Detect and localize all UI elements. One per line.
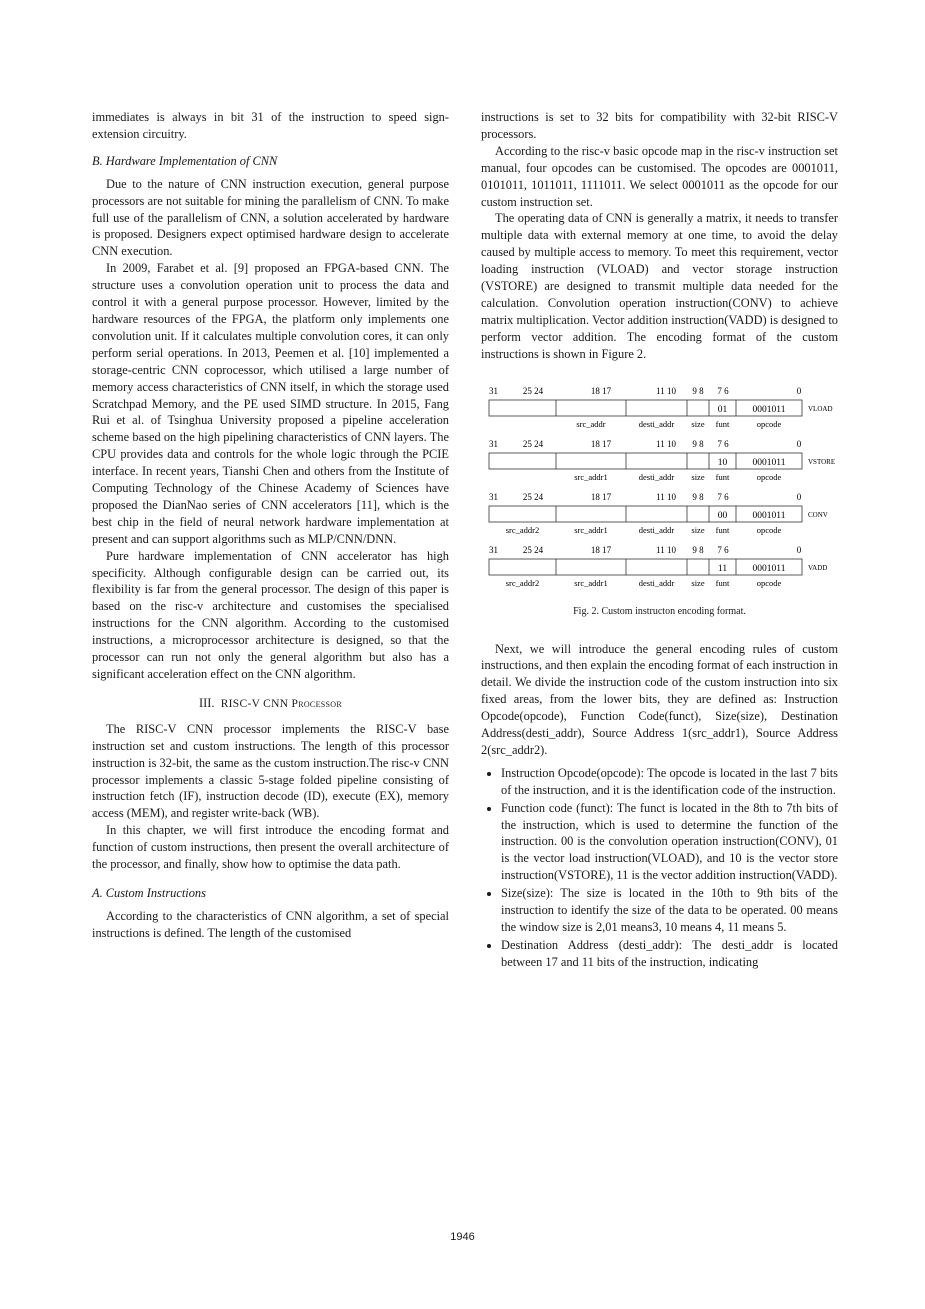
field-label: size xyxy=(691,471,705,482)
field-label: src_addr1 xyxy=(574,524,608,535)
list-item: • Size(size): The size is located in the 10th to 9th bits of the instruction to identify the size of the data to be operated. 00 means the window size is 2,01 means3, 10 means 4, 11 means 5. xyxy=(501,885,838,936)
bit-label: 31 xyxy=(489,544,498,555)
funct-value: 00 xyxy=(717,510,728,521)
bit-label: 18 17 xyxy=(590,491,612,502)
section-heading xyxy=(92,695,449,713)
instruction-name: VLOAD xyxy=(808,404,833,413)
paragraph: The RISC-V CNN processor implements the RISC-V base instruction set and custom instructions. The length of this processor instruction is 32-bit, the same as the custom instruction.The risc-v CNN processor implements a classic 5-stage folded pipeline consisting of instruction fetch (IF), instruction decode (ID), execute (EX), memory access (MEM), and register write-back (WB). xyxy=(92,721,449,821)
field-label: desti_addr xyxy=(638,524,675,535)
field-label: desti_addr xyxy=(638,418,675,429)
funct-value: 11 xyxy=(717,563,728,574)
field-label: opcode xyxy=(756,524,782,535)
paragraph-continuation: instructions is set to 32 bits for compatibility with 32-bit RISC-V processors. xyxy=(481,110,838,141)
field-label: size xyxy=(691,577,705,588)
paragraph: According to the risc-v basic opcode map in the risc-v instruction set manual, four opcodes can be customised. The opcodes are 0001011, 0101011, 1011011, 1111011. We select 0001011 as the opcode for our custom instruction set. xyxy=(481,143,838,209)
field-label: funt xyxy=(715,577,730,588)
bit-label: 31 xyxy=(489,491,498,502)
field-label: src_addr1 xyxy=(574,577,608,588)
field-label: opcode xyxy=(756,577,782,588)
bit-label: 11 10 xyxy=(656,385,676,396)
paragraph: Next, we will introduce the general encoding rules of custom instructions, and then explain the encoding format of each instruction in detail. We divide the instruction code of the custom instruction into six fixed areas, from the lower bits, they are defined as: Instruction Opcode(opcode), Function Code(funct), Size(size), Destination Address(desti_addr), Source Address 1(src_addr1), Source Address 2(src_addr2). xyxy=(481,641,838,757)
list-item: • Function code (funct): The funct is located in the 8th to 7th bits of the instruction, which is used to determine the function of the instruction. 00 is the convolution operation instruction(CONV), 01 is the vector load instruction(VLOAD), and 10 is the vector store instruction(VSTORE), 11 is the vector addition instruction(VADD). xyxy=(501,800,838,885)
bit-label: 31 xyxy=(489,385,498,396)
left-column xyxy=(92,109,449,942)
bit-label: 7 6 xyxy=(717,544,729,555)
right-column xyxy=(481,109,838,972)
bit-label: 0 xyxy=(796,438,802,449)
bit-label: 7 6 xyxy=(717,438,729,449)
field-label: opcode xyxy=(756,471,782,482)
subsection-heading-b: B. Hardware Implementation of CNN xyxy=(92,153,278,168)
paragraph: In this chapter, we will first introduce the encoding format and function of custom instructions, then present the overall architecture of the processor, and finally, show how to optimise the data path. xyxy=(92,823,449,872)
bit-label: 18 17 xyxy=(590,385,612,396)
paragraph: Pure hardware implementation of CNN accelerator has high specificity. Although configurable design can be carried out, its flexibility is far from the general processor. The design of this paper is based on the risc-v architecture and customises the specialised instructions for the CNN algorithm. According to the customised instructions, a microprocessor architecture is designed, so that the processor can run not only the general algorithm but also has a significant acceleration effect on the CNN algorithm. xyxy=(92,548,449,681)
opcode-value: 0001011 xyxy=(752,563,786,574)
bullet-list xyxy=(481,765,838,971)
bit-label: 9 8 xyxy=(692,438,704,449)
funct-value: 10 xyxy=(717,457,728,468)
paragraph: According to the characteristics of CNN algorithm, a set of special instructions is defined. The length of the customised xyxy=(92,908,449,940)
encoding-diagram xyxy=(481,385,838,600)
bit-label: 25 24 xyxy=(522,385,544,396)
bit-label: 7 6 xyxy=(717,491,729,502)
bit-label: 11 10 xyxy=(656,438,676,449)
bit-label: 18 17 xyxy=(590,438,612,449)
bit-label: 9 8 xyxy=(692,385,704,396)
bit-label: 11 10 xyxy=(656,544,676,555)
field-label: size xyxy=(691,524,705,535)
bit-label: 0 xyxy=(796,544,802,555)
bit-label: 25 24 xyxy=(522,438,544,449)
bit-label: 18 17 xyxy=(590,544,612,555)
figure-caption: Fig. 2. Custom instructon encoding format. xyxy=(573,605,746,617)
bit-label: 7 6 xyxy=(717,385,729,396)
bit-label: 9 8 xyxy=(692,544,704,555)
field-label: desti_addr xyxy=(638,471,675,482)
list-item: • Instruction Opcode(opcode): The opcode is located in the last 7 bits of the instruction, and it is the identification code of the instruction. xyxy=(501,765,838,799)
field-label: src_addr2 xyxy=(505,577,540,588)
subsection-heading-a: A. Custom Instructions xyxy=(92,885,206,900)
field-label: opcode xyxy=(756,418,782,429)
bit-label: 25 24 xyxy=(522,491,544,502)
field-label: src_addr2 xyxy=(505,524,540,535)
paragraph: The operating data of CNN is generally a matrix, it needs to transfer multiple data with external memory at one time, to avoid the delay caused by multiple access to memory. To meet this requirement, vector loading instruction (VLOAD) and vector storage instruction (VSTORE) are designed to transmit multiple data needed for the calculation. Convolution operation instruction(CONV) to achieve matrix multiplication. Vector addition instruction(VADD) is designed to perform vector addition. The encoding format of the custom instructions is shown in Figure 2. xyxy=(481,211,838,361)
instruction-name: VSTORE xyxy=(808,457,836,466)
bit-label: 11 10 xyxy=(656,491,676,502)
bit-label: 31 xyxy=(489,438,498,449)
field-label: src_addr1 xyxy=(574,471,608,482)
paragraph: Due to the nature of CNN instruction execution, general purpose processors are not suitable for mining the parallelism of CNN. To make full use of the parallelism of CNN, a solution accelerated by hardware is proposed. Designers expect optimised hardware design to accelerate CNN execution. xyxy=(92,176,449,259)
list-item: • Destination Address (desti_addr): The desti_addr is located between 17 and 11 bits of the instruction, indicating xyxy=(501,937,838,971)
field-label: desti_addr xyxy=(638,577,675,588)
section-title: RISC-V CNN Processor xyxy=(220,697,342,710)
section-number: III. xyxy=(199,695,215,710)
field-label: funt xyxy=(715,471,730,482)
paragraph: In 2009, Farabet et al. [9] proposed an FPGA-based CNN. The structure uses a convolution operation unit to process the data and control it with a general purpose processor. However, limited by the hardware resources of the FPGA, the platform only implements one convolution unit. If it calculates multiple convolution cores, it can only perform serial operations. In 2013, Peemen et al. [10] implemented a storage-centric CNN coprocessor, which utilised a large number of memory access characteristics of CNN itself, in which the storage used Scratchpad Memory, and the PE used SIMD structure. In 2015, Fang Rui et al. of Tsinghua University proposed a pipeline acceleration scheme based on the high pipelining characteristics of CNN layers. The CPU provides data and controls for the whole logic through the PCIE interface. In recent years, Tianshi Chen and others from the Institute of Computing Technology of the Chinese Academy of Sciences have proposed the DianNao series of CNN accelerators [11], which is the best chip in the field of neural network hardware implementation at present and can support algorithms such as MLP/CNN/DNN. xyxy=(92,261,449,546)
encoding-figure xyxy=(481,385,838,600)
bit-label: 9 8 xyxy=(692,491,704,502)
field-label: size xyxy=(691,418,705,429)
field-label: funt xyxy=(715,418,730,429)
bit-label: 25 24 xyxy=(522,544,544,555)
bit-label: 0 xyxy=(796,385,802,396)
opcode-value: 0001011 xyxy=(752,457,786,468)
field-label: src_addr xyxy=(576,418,606,429)
instruction-name: VADD xyxy=(808,563,828,572)
instruction-name: CONV xyxy=(808,510,828,519)
field-label: funt xyxy=(715,524,730,535)
bit-label: 0 xyxy=(796,491,802,502)
page-number: 1946 xyxy=(450,1231,475,1243)
opcode-value: 0001011 xyxy=(752,404,786,415)
paragraph-continuation: immediates is always in bit 31 of the instruction to speed sign-extension circuitry. xyxy=(92,110,449,141)
opcode-value: 0001011 xyxy=(752,510,786,521)
funct-value: 01 xyxy=(717,404,728,415)
